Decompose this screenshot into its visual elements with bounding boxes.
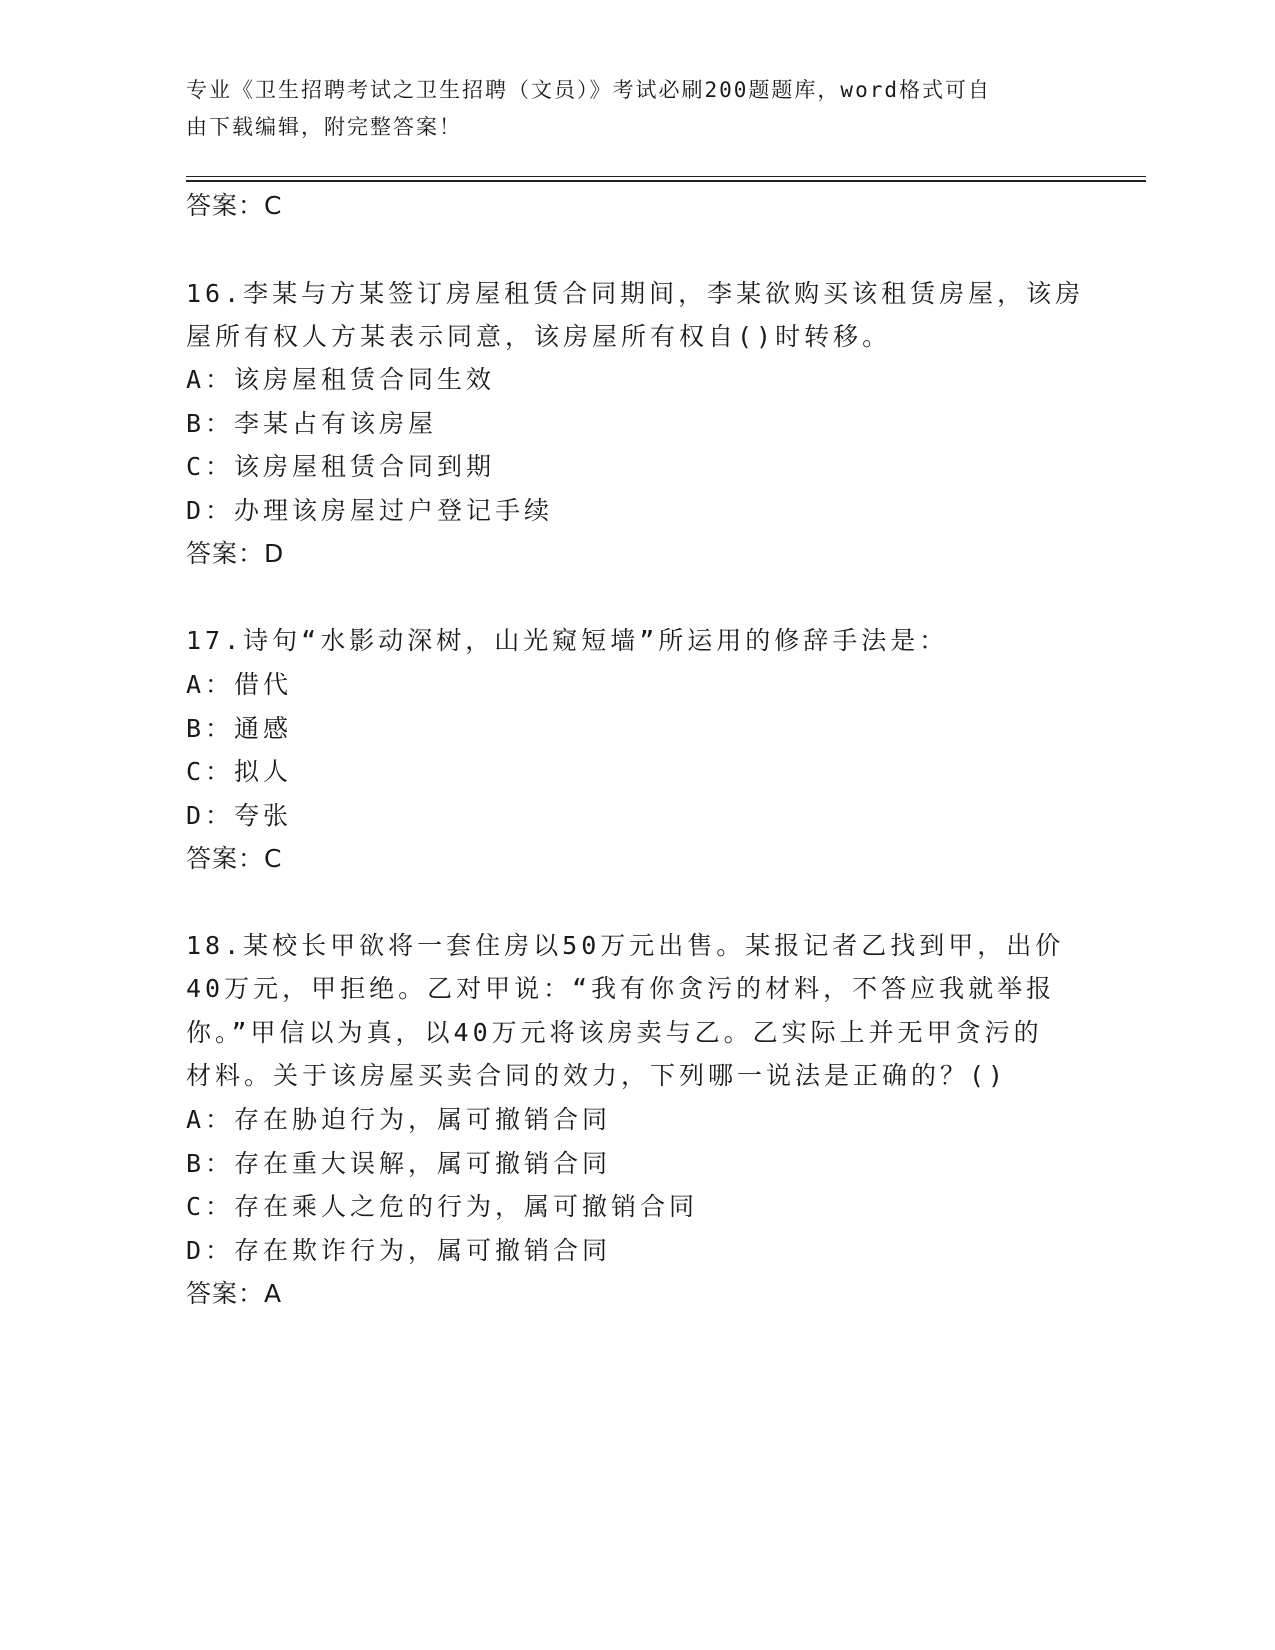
header-divider-thin: [186, 176, 1146, 177]
option-d: D：办理该房屋过户登记手续: [186, 496, 554, 525]
option-d: D：夸张: [186, 801, 293, 830]
header-divider-thick: [186, 180, 1146, 182]
option-b: B：李某占有该房屋: [186, 409, 438, 438]
header-line-2: 由下载编辑，附完整答案！: [186, 115, 462, 139]
option-a: A：借代: [186, 670, 293, 699]
question-stem-line: 16.李某与方某签订房屋租赁合同期间，李某欲购买该租赁房屋，该房: [186, 279, 1085, 308]
option-b: B：通感: [186, 714, 293, 743]
option-b: B：存在重大误解，属可撤销合同: [186, 1149, 612, 1178]
option-c: C：存在乘人之危的行为，属可撤销合同: [186, 1192, 699, 1221]
question-stem-line: 17.诗句“水影动深树，山光窥短墙”所运用的修辞手法是：: [186, 626, 949, 655]
question-stem-line: 你。”甲信以为真，以40万元将该房卖与乙。乙实际上并无甲贪污的: [186, 1018, 1043, 1047]
option-a: A：存在胁迫行为，属可撤销合同: [186, 1105, 612, 1134]
question-stem-line: 40万元，甲拒绝。乙对甲说：“我有你贪污的材料，不答应我就举报: [186, 974, 1056, 1003]
answer: 答案：C: [186, 844, 283, 873]
question-stem-line: 18.某校长甲欲将一套住房以50万元出售。某报记者乙找到甲，出价: [186, 931, 1065, 960]
option-c: C：该房屋租赁合同到期: [186, 452, 496, 481]
option-d: D：存在欺诈行为，属可撤销合同: [186, 1236, 612, 1265]
question-stem-line: 材料。关于该房屋买卖合同的效力，下列哪一说法是正确的？(): [186, 1061, 1008, 1090]
answer: 答案：A: [186, 1279, 283, 1308]
question-stem-line: 屋所有权人方某表示同意，该房屋所有权自()时转移。: [186, 322, 892, 351]
previous-answer: 答案：C: [186, 191, 283, 220]
answer: 答案：D: [186, 539, 285, 568]
option-c: C：拟人: [186, 757, 293, 786]
option-a: A：该房屋租赁合同生效: [186, 365, 496, 394]
document-header: [186, 72, 1066, 146]
header-line-1: 专业《卫生招聘考试之卫生招聘（文员）》考试必刷200题题库，word格式可自: [186, 78, 991, 102]
